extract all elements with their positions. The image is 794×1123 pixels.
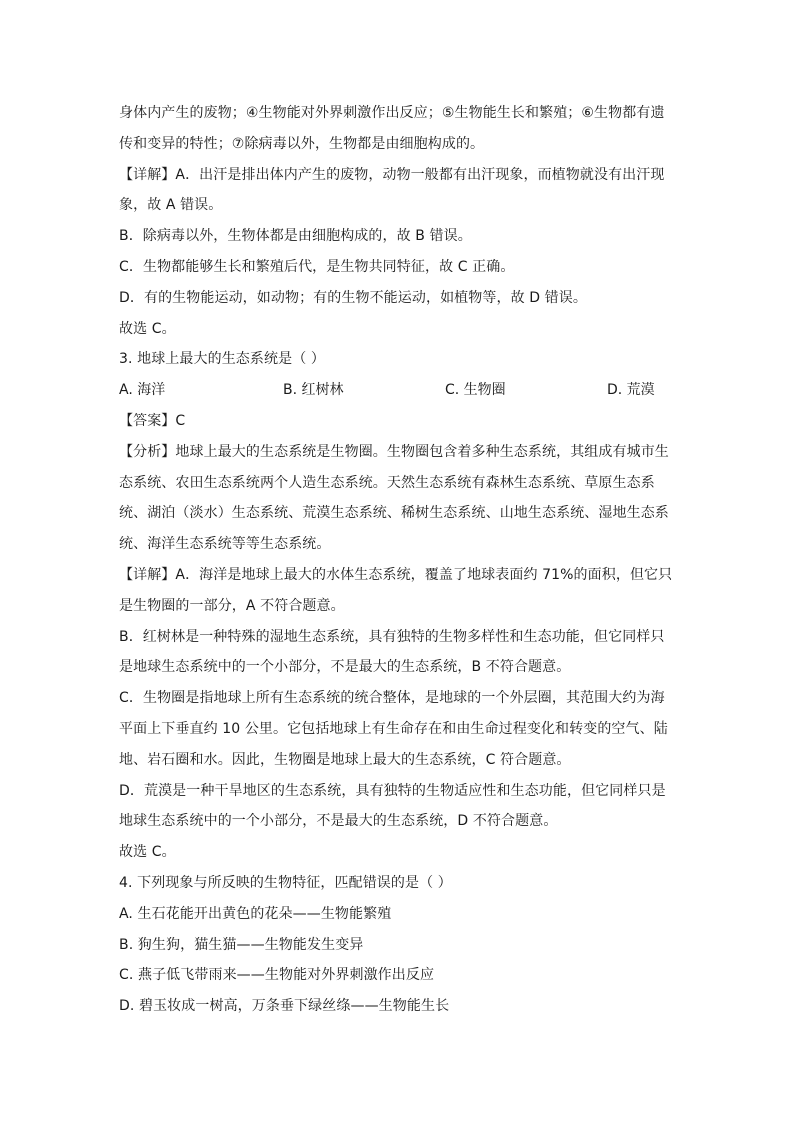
q2-detail-line-2: 象，故 A 错误。 [119, 197, 223, 214]
q3-conclusion: 故选 C。 [119, 844, 176, 861]
q3-detail-d-line-1: D．荒漠是一种干旱地区的生态系统，具有独特的生物适应性和生态功能，但它同样只是 [119, 782, 666, 799]
intro-line-1: 身体内产生的废物；④生物能对外界刺激作出反应；⑤生物能生长和繁殖；⑥生物都有遗 [119, 105, 665, 121]
q2-detail-d: D．有的生物能运动，如动物；有的生物不能运动，如植物等，故 D 错误。 [119, 289, 587, 306]
q3-analysis-line-1: 【分析】地球上最大的生态系统是生物圈。生物圈包含着多种生态系统，其组成有城市生 [119, 443, 669, 460]
q3-detail-b-line-2: 是地球生态系统中的一个小部分，不是最大的生态系统，B 不符合题意。 [119, 659, 571, 676]
q3-option-c: C. 生物圈 [445, 382, 506, 399]
q2-conclusion: 故选 C。 [119, 320, 176, 337]
q3-detail-c-line-3: 地、岩石圈和水。因此，生物圈是地球上最大的生态系统，C 符合题意。 [119, 751, 571, 768]
q3-detail-c-line-2: 平面上下垂直约 10 公里。它包括地球上有生命存在和由生命过程变化和转变的空气、陆 [119, 720, 668, 737]
q3-detail-d-line-2: 地球生态系统中的一个小部分，不是最大的生态系统，D 不符合题意。 [119, 813, 558, 830]
q3-analysis-line-3: 统、湖泊（淡水）生态系统、荒漠生态系统、稀树生态系统、山地生态系统、湿地生态系 [119, 505, 669, 522]
q4-option-a: A. 生石花能开出黄色的花朵——生物能繁殖 [119, 905, 392, 922]
q2-detail-c: C．生物都能够生长和繁殖后代，是生物共同特征，故 C 正确。 [119, 258, 515, 275]
q3-detail-b-line-1: B．红树林是一种特殊的湿地生态系统，具有独特的生物多样性和生态功能，但它同样只 [119, 628, 665, 645]
q3-answer: 【答案】C [119, 412, 186, 429]
q3-options-row [119, 375, 679, 406]
intro-line-2: 传和变异的特性；⑦除病毒以外，生物都是由细胞构成的。 [119, 135, 485, 152]
q4-stem: 4. 下列现象与所反映的生物特征，匹配错误的是（ ） [119, 874, 452, 891]
page-content [119, 98, 679, 1022]
q4-option-c: C. 燕子低飞带雨来——生物能对外界刺激作出反应 [119, 967, 435, 984]
q3-stem: 3. 地球上最大的生态系统是（ ） [119, 351, 325, 368]
q4-option-b: B. 狗生狗，猫生猫——生物能发生变异 [119, 936, 364, 953]
q3-option-d: D. 荒漠 [607, 382, 655, 399]
q3-option-a: A. 海洋 [119, 382, 166, 399]
q2-detail-line-1: 【详解】A．出汗是排出体内产生的废物，动物一般都有出汗现象，而植物就没有出汗现 [119, 166, 665, 183]
q2-detail-b: B．除病毒以外，生物体都是由细胞构成的，故 B 错误。 [119, 228, 472, 245]
q3-analysis-line-4: 统、海洋生态系统等等生态系统。 [119, 536, 331, 553]
q3-analysis-line-2: 态系统、农田生态系统两个人造生态系统。天然生态系统有森林生态系统、草原生态系 [119, 474, 655, 491]
q3-option-b: B. 红树林 [283, 382, 344, 399]
q3-detail-c-line-1: C．生物圈是指地球上所有生态系统的统合整体，是地球的一个外层圈，其范围大约为海 [119, 690, 665, 707]
q4-option-d: D. 碧玉妆成一树高，万条垂下绿丝绦——生物能生长 [119, 998, 450, 1015]
q3-detail-a-line-1: 【详解】A．海洋是地球上最大的水体生态系统，覆盖了地球表面约 71%的面积，但它只 [119, 566, 673, 583]
q3-detail-a-line-2: 是生物圈的一部分，A 不符合题意。 [119, 597, 345, 614]
